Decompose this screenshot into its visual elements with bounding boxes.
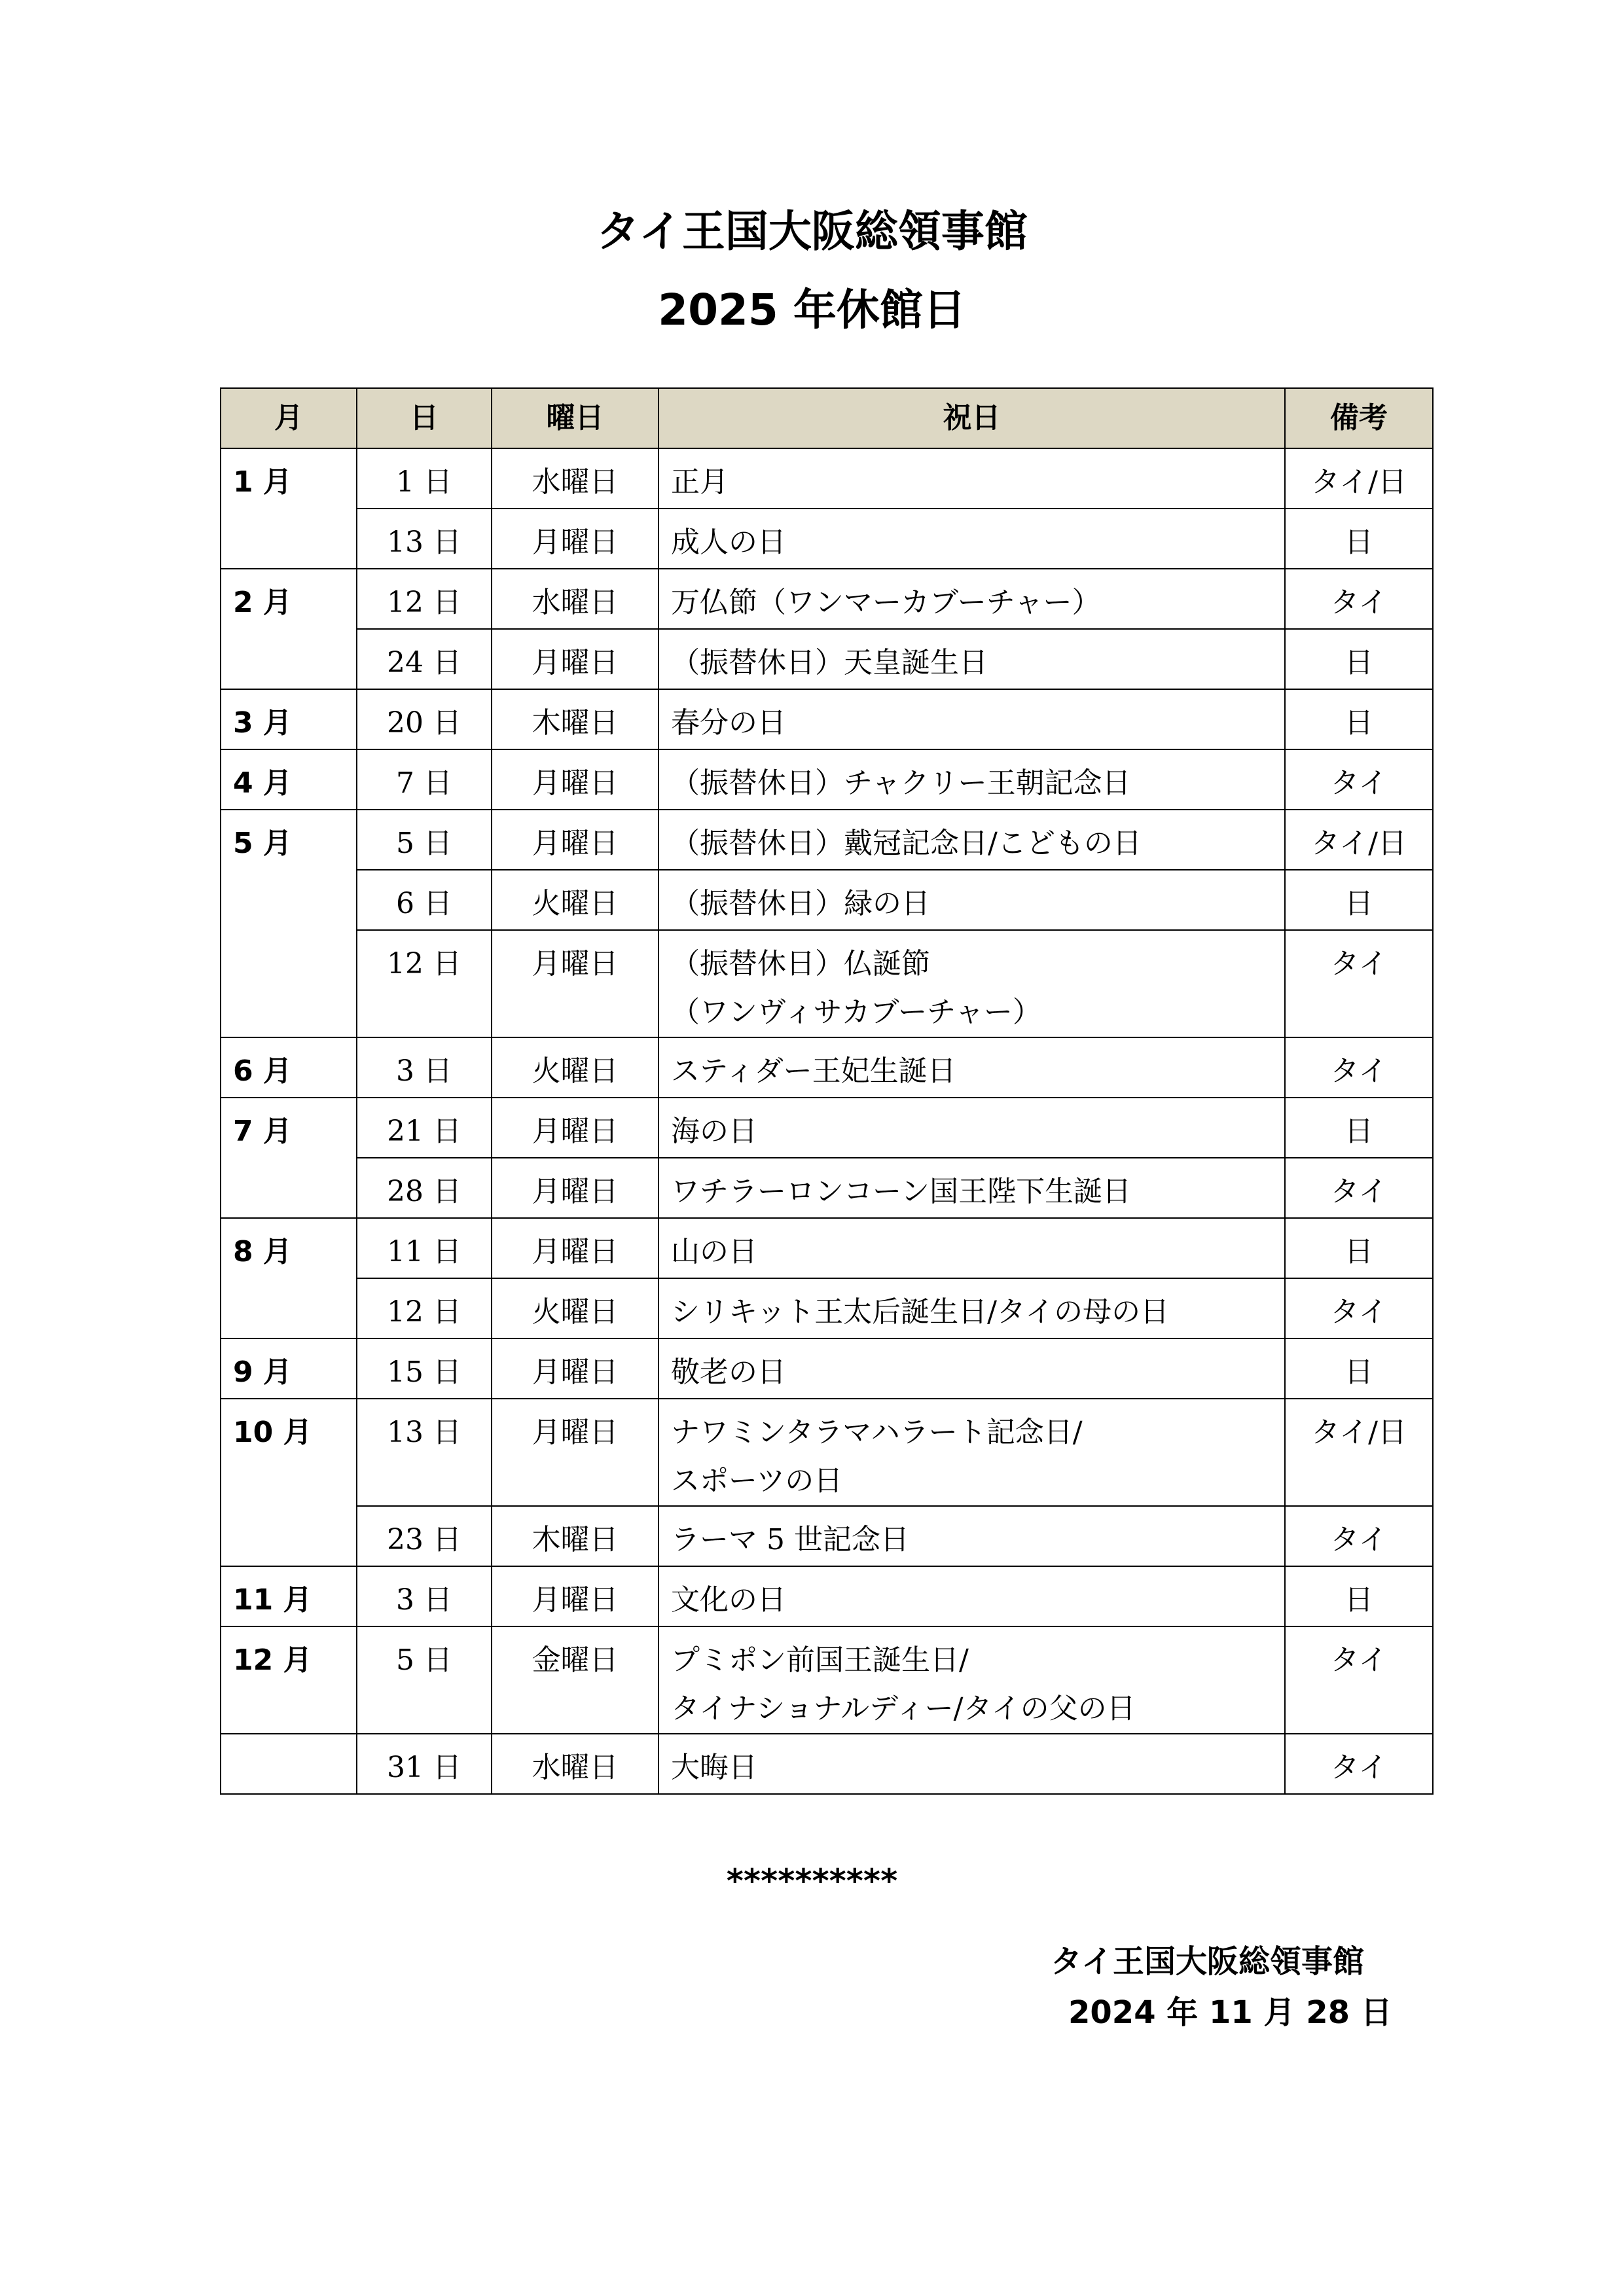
table-row bbox=[221, 1506, 1433, 1566]
holiday-name-line: （ワンヴィサカブーチャー） bbox=[671, 996, 1041, 1029]
weekday-cell: 火曜日 bbox=[492, 1037, 659, 1098]
holiday-cell bbox=[659, 1734, 1285, 1794]
page-title: タイ王国大阪総領事館 bbox=[596, 206, 1028, 257]
month-cell: 8 月 bbox=[221, 1218, 357, 1338]
month-cell: 1 月 bbox=[221, 448, 357, 569]
table-row bbox=[221, 689, 1433, 749]
holiday-name-line: （振替休日）チャクリー王朝記念日 bbox=[671, 766, 1131, 800]
table-row bbox=[221, 810, 1433, 870]
note-cell: タイ/日 bbox=[1285, 810, 1433, 870]
weekday-cell: 月曜日 bbox=[492, 810, 659, 870]
day-cell: 21 日 bbox=[357, 1098, 492, 1158]
day-cell: 5 日 bbox=[357, 1626, 492, 1734]
signature-date: 2024 年 11 月 28 日 bbox=[1068, 1994, 1392, 2031]
day-cell: 3 日 bbox=[357, 1566, 492, 1626]
holiday-cell bbox=[659, 569, 1285, 629]
table-row bbox=[221, 509, 1433, 569]
holiday-name-line: ラーマ 5 世記念日 bbox=[671, 1523, 909, 1556]
holiday-name-line: シリキット王太后誕生日/タイの母の日 bbox=[671, 1295, 1170, 1329]
note-cell: 日 bbox=[1285, 509, 1433, 569]
note-cell: タイ bbox=[1285, 1278, 1433, 1338]
table-row bbox=[221, 1158, 1433, 1218]
day-cell: 12 日 bbox=[357, 1278, 492, 1338]
weekday-cell: 火曜日 bbox=[492, 1278, 659, 1338]
month-cell: 2 月 bbox=[221, 569, 357, 689]
day-cell: 31 日 bbox=[357, 1734, 492, 1794]
weekday-cell: 月曜日 bbox=[492, 930, 659, 1037]
holiday-name-line: （振替休日）戴冠記念日/こどもの日 bbox=[671, 827, 1142, 860]
holiday-cell bbox=[659, 1098, 1285, 1158]
day-cell: 5 日 bbox=[357, 810, 492, 870]
table-row bbox=[221, 569, 1433, 629]
holiday-cell bbox=[659, 1399, 1285, 1506]
holiday-cell bbox=[659, 689, 1285, 749]
column-header-weekday: 曜日 bbox=[492, 388, 659, 448]
weekday-cell: 月曜日 bbox=[492, 1338, 659, 1399]
table-row bbox=[221, 1399, 1433, 1506]
note-cell: 日 bbox=[1285, 629, 1433, 689]
signature-organization: タイ王国大阪総領事館 bbox=[1051, 1943, 1365, 1980]
day-cell: 13 日 bbox=[357, 1399, 492, 1506]
day-cell: 6 日 bbox=[357, 870, 492, 930]
holiday-cell bbox=[659, 1158, 1285, 1218]
table-row bbox=[221, 629, 1433, 689]
day-cell: 23 日 bbox=[357, 1506, 492, 1566]
table-row bbox=[221, 448, 1433, 509]
holiday-name-line: 春分の日 bbox=[671, 706, 786, 740]
holiday-name-line: 大晦日 bbox=[671, 1751, 757, 1784]
holiday-cell bbox=[659, 629, 1285, 689]
weekday-cell: 水曜日 bbox=[492, 569, 659, 629]
month-cell: 9 月 bbox=[221, 1338, 357, 1399]
note-cell: タイ/日 bbox=[1285, 1399, 1433, 1506]
holiday-name-line: ナワミンタラマハラート記念日/ bbox=[671, 1416, 1083, 1449]
month-cell bbox=[221, 1734, 357, 1794]
month-cell: 11 月 bbox=[221, 1566, 357, 1626]
holiday-name-line: プミポン前国王誕生日/ bbox=[671, 1643, 969, 1677]
holiday-name-line: スポーツの日 bbox=[671, 1464, 843, 1498]
month-cell: 3 月 bbox=[221, 689, 357, 749]
weekday-cell: 月曜日 bbox=[492, 509, 659, 569]
holiday-name-line: 海の日 bbox=[671, 1115, 757, 1148]
weekday-cell: 金曜日 bbox=[492, 1626, 659, 1734]
table-row bbox=[221, 1278, 1433, 1338]
day-cell: 11 日 bbox=[357, 1218, 492, 1278]
table-row bbox=[221, 1566, 1433, 1626]
holiday-cell bbox=[659, 1037, 1285, 1098]
month-cell: 4 月 bbox=[221, 749, 357, 810]
weekday-cell: 火曜日 bbox=[492, 870, 659, 930]
holiday-cell bbox=[659, 810, 1285, 870]
weekday-cell: 水曜日 bbox=[492, 1734, 659, 1794]
holiday-cell bbox=[659, 930, 1285, 1037]
holiday-cell bbox=[659, 749, 1285, 810]
holiday-cell bbox=[659, 1278, 1285, 1338]
note-cell: タイ bbox=[1285, 1158, 1433, 1218]
column-header-note: 備考 bbox=[1285, 388, 1433, 448]
table-row bbox=[221, 1037, 1433, 1098]
day-cell: 12 日 bbox=[357, 569, 492, 629]
weekday-cell: 月曜日 bbox=[492, 1218, 659, 1278]
note-cell: タイ bbox=[1285, 1037, 1433, 1098]
weekday-cell: 月曜日 bbox=[492, 749, 659, 810]
note-cell: タイ bbox=[1285, 1734, 1433, 1794]
note-cell: 日 bbox=[1285, 1566, 1433, 1626]
holiday-cell bbox=[659, 1506, 1285, 1566]
weekday-cell: 月曜日 bbox=[492, 1158, 659, 1218]
holiday-name-line: ワチラーロンコーン国王陛下生誕日 bbox=[671, 1175, 1132, 1208]
holiday-table bbox=[220, 387, 1434, 1795]
weekday-cell: 木曜日 bbox=[492, 689, 659, 749]
weekday-cell: 月曜日 bbox=[492, 1566, 659, 1626]
day-cell: 15 日 bbox=[357, 1338, 492, 1399]
month-cell: 6 月 bbox=[221, 1037, 357, 1098]
note-cell: 日 bbox=[1285, 870, 1433, 930]
table-row bbox=[221, 1338, 1433, 1399]
day-cell: 12 日 bbox=[357, 930, 492, 1037]
holiday-name-line: （振替休日）天皇誕生日 bbox=[671, 646, 988, 679]
weekday-cell: 木曜日 bbox=[492, 1506, 659, 1566]
note-cell: 日 bbox=[1285, 1338, 1433, 1399]
table-row bbox=[221, 1626, 1433, 1734]
holiday-name-line: 正月 bbox=[671, 465, 729, 499]
table-header-row bbox=[221, 388, 1433, 448]
note-cell: 日 bbox=[1285, 1218, 1433, 1278]
day-cell: 7 日 bbox=[357, 749, 492, 810]
note-cell: 日 bbox=[1285, 689, 1433, 749]
note-cell: タイ bbox=[1285, 1626, 1433, 1734]
weekday-cell: 月曜日 bbox=[492, 1098, 659, 1158]
day-cell: 1 日 bbox=[357, 448, 492, 509]
column-header-month: 月 bbox=[221, 388, 357, 448]
holiday-cell bbox=[659, 870, 1285, 930]
month-cell: 10 月 bbox=[221, 1399, 357, 1566]
holiday-name-line: タイナショナルディー/タイの父の日 bbox=[671, 1692, 1136, 1725]
note-cell: 日 bbox=[1285, 1098, 1433, 1158]
note-cell: タイ/日 bbox=[1285, 448, 1433, 509]
weekday-cell: 月曜日 bbox=[492, 629, 659, 689]
weekday-cell: 月曜日 bbox=[492, 1399, 659, 1506]
column-header-holiday: 祝日 bbox=[659, 388, 1285, 448]
note-cell: タイ bbox=[1285, 1506, 1433, 1566]
note-cell: タイ bbox=[1285, 569, 1433, 629]
holiday-cell bbox=[659, 1218, 1285, 1278]
day-cell: 24 日 bbox=[357, 629, 492, 689]
month-cell: 12 月 bbox=[221, 1626, 357, 1734]
weekday-cell: 水曜日 bbox=[492, 448, 659, 509]
holiday-name-line: 文化の日 bbox=[671, 1583, 786, 1617]
note-cell: タイ bbox=[1285, 749, 1433, 810]
holiday-cell bbox=[659, 1338, 1285, 1399]
table-row bbox=[221, 1218, 1433, 1278]
day-cell: 3 日 bbox=[357, 1037, 492, 1098]
holiday-name-line: 万仏節（ワンマーカブーチャー） bbox=[671, 586, 1101, 619]
page-subtitle: 2025 年休館日 bbox=[658, 285, 966, 335]
holiday-name-line: 成人の日 bbox=[671, 526, 786, 559]
holiday-cell bbox=[659, 448, 1285, 509]
holiday-cell bbox=[659, 1566, 1285, 1626]
holiday-name-line: 山の日 bbox=[671, 1235, 757, 1268]
table-row bbox=[221, 870, 1433, 930]
holiday-cell bbox=[659, 1626, 1285, 1734]
table-row bbox=[221, 1098, 1433, 1158]
table-row bbox=[221, 930, 1433, 1037]
separator: ********** bbox=[726, 1862, 898, 1900]
column-header-day: 日 bbox=[357, 388, 492, 448]
holiday-name-line: 敬老の日 bbox=[671, 1355, 786, 1389]
day-cell: 13 日 bbox=[357, 509, 492, 569]
note-cell: タイ bbox=[1285, 930, 1433, 1037]
holiday-name-line: スティダー王妃生誕日 bbox=[671, 1054, 956, 1088]
day-cell: 20 日 bbox=[357, 689, 492, 749]
month-cell: 7 月 bbox=[221, 1098, 357, 1218]
day-cell: 28 日 bbox=[357, 1158, 492, 1218]
holiday-name-line: （振替休日）緑の日 bbox=[671, 887, 930, 920]
holiday-name-line: （振替休日）仏誕節 bbox=[671, 947, 930, 980]
table-row bbox=[221, 749, 1433, 810]
holiday-cell bbox=[659, 509, 1285, 569]
month-cell: 5 月 bbox=[221, 810, 357, 1037]
table-row bbox=[221, 1734, 1433, 1794]
